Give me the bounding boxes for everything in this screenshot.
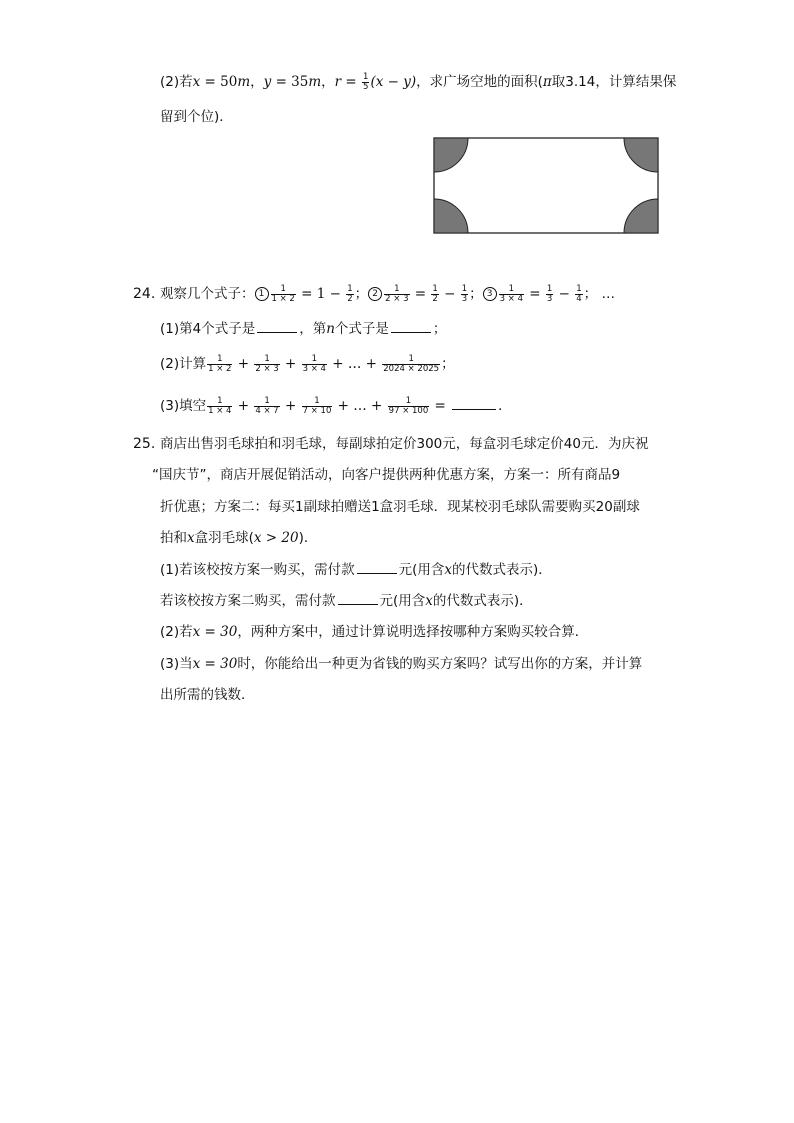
fraction xyxy=(271,285,296,304)
text: (2)若 xyxy=(160,624,193,640)
text: ． xyxy=(498,398,512,414)
answer-blank[interactable] xyxy=(452,397,496,410)
math-op: + xyxy=(280,398,301,414)
q24-part2-line xyxy=(160,354,455,374)
text: 拍和 xyxy=(160,530,187,546)
fraction-num: 1 xyxy=(314,395,320,406)
math-op: + … + xyxy=(333,398,387,414)
math-var: x xyxy=(187,530,195,546)
fraction xyxy=(207,397,232,416)
q24-intro-line xyxy=(160,284,615,304)
text: 观察几个式子： xyxy=(160,286,255,302)
text: (3)填空 xyxy=(160,398,207,414)
q24-part3-line xyxy=(160,396,512,416)
fraction-den: 2 × 3 xyxy=(255,363,279,374)
q25-line4 xyxy=(160,528,317,548)
q25-part3-line xyxy=(160,654,642,674)
text: 盒羽毛球( xyxy=(194,530,254,546)
math-unit: m xyxy=(308,74,322,90)
fraction-num: 1 xyxy=(432,283,438,294)
fraction xyxy=(431,285,438,304)
q25-part3-line2: 出所需的钱数． xyxy=(160,687,255,703)
q25-line2: “国庆节”，商店开展促销活动，向客户提供两种优惠方案，方案一：所有商品9 xyxy=(152,467,621,483)
math-var: y xyxy=(263,74,272,90)
fraction-num: 1 xyxy=(264,395,270,406)
fraction xyxy=(382,355,440,374)
text: ，求广场空地的面积( xyxy=(416,74,543,90)
fraction xyxy=(461,285,468,304)
fraction-den: 1 × 2 xyxy=(271,293,295,304)
answer-blank[interactable] xyxy=(338,592,378,605)
fraction-den: 1 × 2 xyxy=(208,363,232,374)
fraction xyxy=(499,285,524,304)
fraction-num: 1 xyxy=(311,353,317,364)
fraction-den: 97 × 100 xyxy=(388,405,429,416)
math-eq: = 1 − xyxy=(296,286,346,302)
fraction xyxy=(362,73,369,92)
fraction-den: 3 xyxy=(546,293,553,304)
fraction xyxy=(546,285,553,304)
q25-part1b-line xyxy=(160,591,533,611)
fraction-den: 2 xyxy=(432,293,438,304)
answer-blank[interactable] xyxy=(391,320,431,333)
text: 取3.14，计算结果保 xyxy=(551,74,677,90)
math-op: + … + xyxy=(327,356,382,372)
fraction xyxy=(302,355,327,374)
fraction-num: 1 xyxy=(264,353,270,364)
math-var: x xyxy=(444,562,453,578)
text: (2)若 xyxy=(160,74,193,90)
text: ， xyxy=(321,74,335,90)
math-var: x xyxy=(192,74,201,90)
text: ，第 xyxy=(299,321,327,337)
q25-part2-line xyxy=(160,622,588,642)
text: ； xyxy=(432,321,447,337)
text: 元(用含 xyxy=(379,593,426,609)
fraction-num: 1 xyxy=(461,283,468,294)
circled-number-3: 3 xyxy=(483,287,497,301)
fraction-num: 1 xyxy=(408,353,414,364)
fraction-num: 1 xyxy=(546,283,553,294)
math-eq: = xyxy=(525,286,545,302)
math-expr: x = 30 xyxy=(192,656,238,672)
fraction xyxy=(346,285,353,304)
text: 元(用含 xyxy=(398,562,445,578)
text: ； xyxy=(441,356,455,372)
math-var: x xyxy=(425,593,433,609)
fraction xyxy=(384,285,409,304)
square-figure xyxy=(432,136,661,236)
text: (2)计算 xyxy=(160,356,207,372)
math-var: r xyxy=(334,74,342,90)
text: (1)第4个式子是 xyxy=(160,321,256,337)
q25-part1-line xyxy=(160,560,552,580)
text: ； … xyxy=(583,286,615,302)
fraction xyxy=(388,397,430,416)
text: (3)当 xyxy=(160,656,193,672)
math-expr: x = 30 xyxy=(192,624,238,640)
fraction-num: 1 xyxy=(217,395,223,406)
text: 时，你能给出一种更为省钱的购买方案吗？试写出你的方案，并计算 xyxy=(237,656,643,672)
math-var: n xyxy=(326,321,335,337)
fraction-den: 3 × 4 xyxy=(499,293,523,304)
text: ； xyxy=(469,286,483,302)
math-op: + xyxy=(280,356,301,372)
fraction xyxy=(302,397,333,416)
text: 若该校按方案二购买，需付款 xyxy=(160,593,336,609)
question-number-25: 25. xyxy=(133,436,156,452)
fraction-num: 1 xyxy=(576,283,582,294)
q25-line3: 折优惠；方案二：每买1副球拍赠送1盒羽毛球．现某校羽毛球队需要购买20副球 xyxy=(160,499,640,515)
fraction-den: 1 × 4 xyxy=(208,405,232,416)
text: 留到个位)． xyxy=(160,109,233,125)
fraction-den: 2 xyxy=(347,293,353,304)
fraction-den: 3 × 4 xyxy=(302,363,326,374)
text: ，两种方案中，通过计算说明选择按哪种方案购买较合算． xyxy=(237,624,589,640)
fraction-den: 5 xyxy=(363,81,369,92)
q23-part2-line1 xyxy=(160,72,676,92)
fraction xyxy=(254,397,279,416)
fraction-den: 3 xyxy=(461,293,468,304)
text: ； xyxy=(354,286,369,302)
math-value: = 35 xyxy=(271,74,309,90)
q24-part1-line xyxy=(160,319,446,339)
text: ， xyxy=(250,74,264,90)
fraction-num: 1 xyxy=(405,395,412,406)
text: 的代数式表示)． xyxy=(452,562,552,578)
math-expr: x > 20 xyxy=(253,530,299,546)
circled-number-1: 1 xyxy=(255,287,269,301)
fraction xyxy=(254,355,279,374)
fraction-num: 1 xyxy=(280,283,286,294)
answer-blank[interactable] xyxy=(357,561,397,574)
fraction-den: 7 × 10 xyxy=(302,405,332,416)
math-expr: (x − y) xyxy=(370,74,417,90)
math-eq: = xyxy=(410,286,431,302)
text: 个式子是 xyxy=(334,321,389,337)
math-eq: = xyxy=(341,74,362,90)
fraction-num: 1 xyxy=(363,71,369,82)
fraction-den: 4 xyxy=(576,293,582,304)
fraction-num: 1 xyxy=(508,283,515,294)
math-pi: π xyxy=(542,74,552,90)
question-number-24: 24. xyxy=(133,286,156,302)
math-value: = 50 xyxy=(200,74,238,90)
math-op: + xyxy=(233,356,254,372)
math-op: − xyxy=(554,286,575,302)
fraction-den: 2 × 3 xyxy=(385,293,409,304)
fraction-den: 4 × 7 xyxy=(255,405,279,416)
text: 的代数式表示)． xyxy=(432,593,533,609)
fraction-num: 1 xyxy=(217,353,223,364)
math-op: − xyxy=(439,286,460,302)
answer-blank[interactable] xyxy=(257,320,297,333)
math-eq: = xyxy=(430,398,451,414)
fraction-num: 1 xyxy=(347,283,353,294)
fraction xyxy=(575,285,582,304)
math-unit: m xyxy=(237,74,251,90)
math-op: + xyxy=(233,398,254,414)
circled-number-2: 2 xyxy=(368,287,382,301)
q23-part2-line2 xyxy=(160,107,233,127)
text: )． xyxy=(298,530,318,546)
fraction xyxy=(207,355,232,374)
fraction-num: 1 xyxy=(394,283,400,294)
q25-line1: 商店出售羽毛球拍和羽毛球，每副球拍定价300元，每盒羽毛球定价40元．为庆祝 xyxy=(160,436,649,452)
fraction-den: 2024 × 2025 xyxy=(383,363,440,374)
text: (1)若该校按方案一购买，需付款 xyxy=(160,562,355,578)
